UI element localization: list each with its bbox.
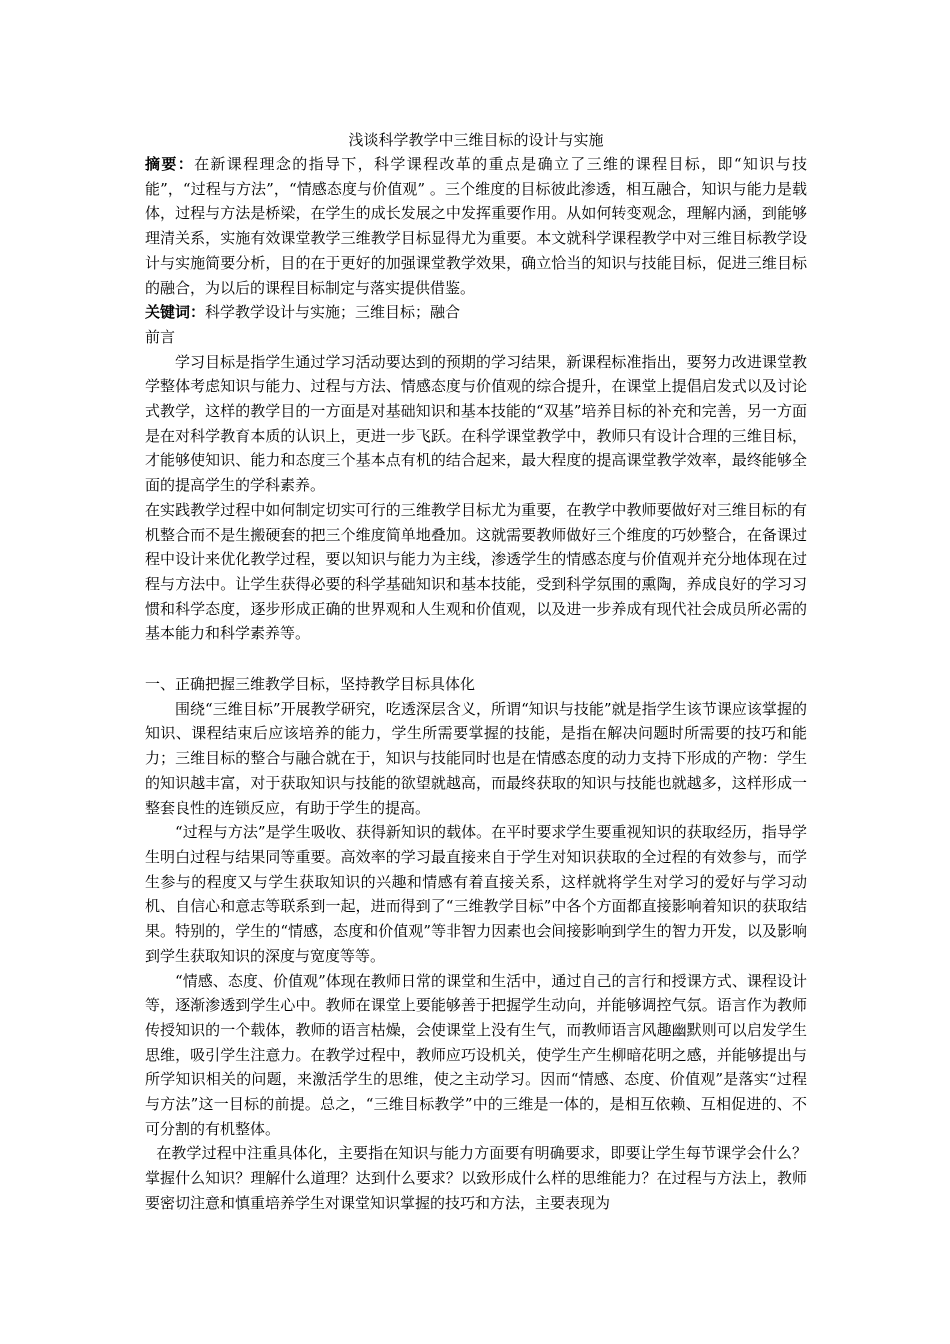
keywords-label: 关键词： [145, 303, 206, 322]
section-1-heading: 一、正确把握三维教学目标，坚持教学目标具体化 [145, 675, 476, 694]
keywords-paragraph [145, 300, 807, 325]
preface-paragraph-2: 在实践教学过程中如何制定切实可行的三维教学目标尤为重要，在教学中教师要做好对三维目标的有机整合而不是生搬硬套的把三个维度简单地叠加。这就需要教师做好三个维度的巧妙整合，在备课过程中设计来优化教学过程，要以知识与能力为主线，渗透学生的情感态度与价值观并充分地体现在过程与方法中。让学生获得必要的科学基础知识和基本技能，受到科学氛围的熏陶，养成良好的学习习惯和科学态度，逐步形成正确的世界观和人生观和价值观，以及进一步养成有现代社会成员所必需的基本能力和科学素养等。 [145, 500, 807, 643]
section-1-paragraph-4: 在教学过程中注重具体化，主要指在知识与能力方面要有明确要求，即要让学生每节课学会什么？掌握什么知识？理解什么道理？达到什么要求？以致形成什么样的思维能力？在过程与方法上，教师要密切注意和慎重培养学生对课堂知识掌握的技巧和方法，主要表现为 [145, 1144, 807, 1212]
section-1-paragraph-2: “过程与方法”是学生吸收、获得新知识的载体。在平时要求学生要重视知识的获取经历，指导学生明白过程与结果同等重要。高效率的学习最直接来自于学生对知识获取的全过程的有效参与，而学生参与的程度又与学生获取知识的兴趣和情感有着直接关系，这样就将学生对学习的爱好与学习动机、自信心和意志等联系到一起，进而得到了“三维教学目标”中各个方面都直接影响着知识的获取结果。特别的，学生的“情感，态度和价值观”等非智力因素也会间接影响到学生的智力开发，以及影响到学生获取知识的深度与宽度等等。 [145, 823, 807, 965]
keywords-text: 科学教学设计与实施；三维目标；融合 [205, 303, 461, 322]
blank-line [145, 646, 807, 672]
document-page [145, 128, 807, 1216]
abstract-paragraph [145, 152, 807, 300]
preface-paragraph-1: 学习目标是指学生通过学习活动要达到的预期的学习结果，新课程标准指出，要努力改进课堂教学整体考虑知识与能力、过程与方法、情感态度与价值观的综合提升，在课堂上提倡启发式以及讨论式教学，这样的教学目的一方面是对基础知识和基本技能的“双基”培养目标的补充和完善，另一方面是在对科学教育本质的认识上，更进一步飞跃。在科学课堂教学中，教师只有设计合理的三维目标，才能够使知识、能力和态度三个基本点有机的结合起来，最大程度的提高课堂教学效率，最终能够全面的提高学生的学科素养。 [145, 352, 807, 495]
section-1-paragraph-3: “情感、态度、价值观”体现在教师日常的课堂和生活中，通过自己的言行和授课方式、课程设计等，逐渐渗透到学生心中。教师在课堂上要能够善于把握学生动向，并能够调控气氛。语言作为教师传授知识的一个载体，教师的语言枯燥，会使课堂上没有生气，而教师语言风趣幽默则可以启发学生思维，吸引学生注意力。在教学过程中，教师应巧设机关，使学生产生柳暗花明之感，并能够提出与所学知识相关的问题，来激活学生的思维，使之主动学习。因而“情感、态度、价值观”是落实“过程与方法”这一目标的前提。总之，“三维目标教学”中的三维是一体的，是相互依赖、互相促进的、不可分割的有机整体。 [145, 971, 807, 1138]
section-1-paragraph-1: 围绕“三维目标”开展教学研究，吃透深层含义，所谓“知识与技能”就是指学生该节课应该掌握的知识、课程结束后应该培养的能力，学生所需要掌握的技能，是指在解决问题时所需要的技巧和能力；三维目标的整合与融合就在于，知识与技能同时也是在情感态度的动力支持下形成的产物：学生的知识越丰富，对于获取知识与技能的欲望就越高，而最终获取的知识与技能也就越多，这样形成一整套良性的连锁反应，有助于学生的提高。 [145, 699, 807, 817]
abstract-text: 在新课程理念的指导下，科学课程改革的重点是确立了三维的课程目标，即“知识与技能”，“过程与方法”，“情感态度与价值观” 。三个维度的目标彼此渗透，相互融合，知识与能力是载体，过程与方法是桥梁，在学生的成长发展之中发挥重要作用。从如何转变观念，理解内涵，到能够理清关系，实施有效课堂教学三维教学目标显得尤为重要。本文就科学课程教学中对三维目标教学设计与实施简要分析，目的在于更好的加强课堂教学效果，确立恰当的知识与技能目标，促进三维目标的融合，为以后的课程目标制定与落实提供借鉴。 [145, 155, 807, 297]
preface-heading: 前言 [145, 327, 176, 346]
document-title: 浅谈科学教学中三维目标的设计与实施 [348, 131, 604, 149]
abstract-label: 摘要： [145, 155, 195, 173]
